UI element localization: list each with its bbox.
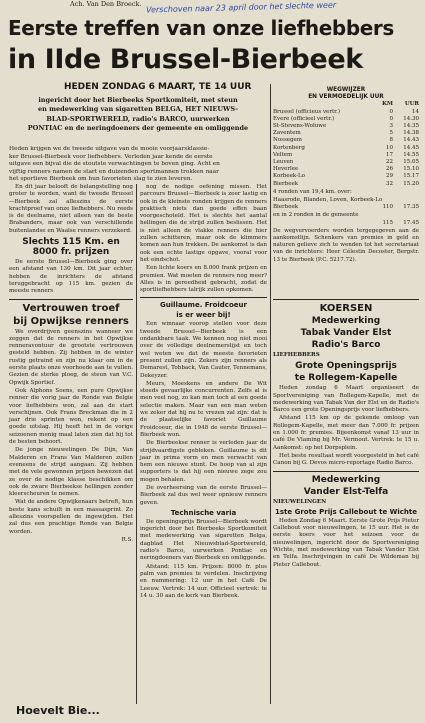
section-liefhebbers: LIEFHEBBERS: [273, 352, 320, 358]
km-value: 0: [389, 108, 393, 115]
place-name: Kortenberg: [273, 144, 305, 151]
place-name: Brussel (officieus vertr.): [273, 108, 341, 115]
km-value: 32: [386, 180, 393, 187]
paragraph: Meurs, Moeskens en andere De Wit steeds gevaarlijke concurrenten. Zelfs al is men veel nog, zo kan men toch al een goede selectie maken. Maar van een man weten we zeker dat hij nu te vrezen zal zijn: dat is de plaatselijke favoriet Guillaume Froidcoeur, die in 1948 de eerste Brussel—Bierbeek won.: [140, 380, 267, 438]
col-km: KM: [382, 101, 393, 108]
place-name: Evere (officieel vertr.): [273, 115, 335, 122]
intro-line: BLAD-SPORTWERELD, radio's BARCO, uurwerken: [46, 114, 230, 123]
lead-line: Heden krijgen we de tweede uitgave van de mooie voorjaarsklassie-: [9, 146, 210, 152]
time-value: 14.43: [403, 137, 419, 144]
km-value: 22: [386, 159, 393, 166]
subheading-opwijk: bij Opwijkse renners: [13, 315, 129, 327]
place-name: Nossegem: [273, 137, 303, 144]
paragraph: Afstand: 115 km. Prijzen: 8000 fr. plus palm van premies te verdelen. Inschrijving en nummering: 12 uur in het Café De Leeuw. Vertrek: 14 uur. Officieel vertrek: te 14 u. 30 aan de kerk van Bierbeek.: [140, 563, 267, 599]
lead-line: uitgave een bijval die de stoutste verwachtingen te boven ging. Acht en: [9, 161, 220, 168]
signature: R.S.: [121, 536, 133, 543]
section-nieuwelingen: NIEUWELINGEN: [273, 498, 327, 505]
table-row: [273, 123, 419, 130]
time-value: 14.38: [403, 130, 419, 137]
km-value: 10: [386, 144, 393, 151]
place-name: Veltem: [273, 151, 293, 158]
table-row: [273, 137, 419, 144]
intro-line: PONTIAC en de neringdoeners der gemeente en omliggende: [27, 124, 249, 133]
subheading-medewerking2: Medewerking: [311, 474, 381, 485]
table-row: [273, 181, 419, 188]
table-row: [273, 173, 419, 180]
lead-paragraph: [9, 146, 267, 184]
time-value: 14.55: [403, 151, 419, 158]
subheading-technische: Technische varia: [170, 508, 237, 517]
place-name: Korbeek-Lo: [273, 173, 305, 180]
divider: [140, 297, 267, 298]
route-table: [273, 87, 419, 264]
table-row: [273, 109, 419, 116]
handwritten-note: Verschoven naar 23 april door het slechte weer: [145, 0, 337, 15]
subheading-telfa: Vander Elst-Telfa: [303, 486, 389, 497]
column-3: [273, 296, 419, 570]
paragraph: De eerste Brussel—Bierbeek ging over een afstand van 130 km. Dit jaar echter, hebben de inrichters de afstand teruggebracht op 115 km. gezien de meeste renners: [9, 259, 133, 295]
paragraph: De jonge nieuwelingen De Dijn, Van Malderen en Frans Van Malderen zullen eveneens de strijd aangaan. Zij hebben met de vele gewonnen prijzen bewezen dat ze over de nodige klasse beschikken om ook de zware Bierbeekse hellingen zonder kleerscheuren te nemen.: [9, 447, 133, 498]
column-divider: [136, 184, 137, 704]
paragraph: De overheersing van de eerste Brussel—Bierbeek zal dus wel weer opnieuw renners geven.: [140, 484, 267, 506]
bottom-headline: Hoevelt Bie...: [16, 704, 100, 717]
column-1: [9, 184, 133, 544]
time-value: 15.05: [403, 159, 419, 166]
column-divider: [270, 84, 271, 704]
time-value: 15.20: [403, 180, 419, 187]
paragraph: Een winnaar voorop stellen voor deze tweede Brussel—Bierbeek is een ondankbare taak. We kennen nog niet mooi over de volledige deelnemerslijst en toch wel weten we dat de meeste favorieten present zullen zijn. Zekers zijn renners als Demarest, Tobback, Van Cauter, Tennemans, Dekeyzer.: [140, 321, 267, 379]
table-subtitle: EN VERMOEDELIJK UUR: [308, 94, 384, 101]
headline-line1: Eerste treffen van onze liefhebbers: [8, 16, 394, 40]
km-value: 26: [386, 166, 393, 173]
intro-block: [9, 96, 267, 134]
time-value: 14.35: [403, 123, 419, 130]
table-note: De wegvervoerders worden tergegegeven aan de aankomstlijn. Schenkers van premies in geld en naturen gelieve zich te wenden tot het secretariaat van de inrichters: Heer Célestin Decoster, Bergstr. 13 te Bierbeek (P.C. 5217.72).: [273, 227, 419, 263]
subheading-openingsprijs: Grote Openingsprijs: [295, 361, 397, 372]
subheading-rollegem: te Rollegem-Kapelle: [294, 373, 398, 384]
place-name: Heverlee: [273, 166, 299, 173]
subheading-medewerking: Medewerking: [311, 316, 381, 326]
column-2: [140, 184, 267, 601]
km-value: 3: [389, 123, 393, 130]
time-value: 14.45: [403, 144, 419, 151]
place-name: St-Stevens-Woluwe: [273, 123, 327, 130]
intro-line: en medewerking van sigaretten BELGA, HET NIEUWS-: [38, 105, 238, 114]
paragraph: Afstand 115 km op de gekende omloop van Rollegem-Kapelle, met meer dan 7.000 fr. prijzen en 1.000 fr. premies. Bijeenkomst vanaf 13 uur in café De Vlaming bij Mr. Vermout. Vertrek: te 15 u. Aankomst: op het Dorpsplein.: [273, 415, 419, 451]
table-row: [273, 152, 419, 159]
paragraph: En dit jaar belooft de belangstelling nog groter te worden, want de tweede Brussel—Bierbeek zal alleszins de eerste krachtproef van onze liefhebbers. Nu reeds is de deelname, niet alleen van de beste Brabanders, maar ook van verschillende buitenlandse en Waalse renners verzekerd.: [9, 184, 133, 234]
table-note: en in 2 ronden in de gemeente: [273, 212, 359, 219]
time-value: 14: [412, 108, 419, 115]
paragraph: Een lichte koers en 8.000 frank prijzen en premien. Wat moeten de renners nog meer? Alles is in gereedheid gebracht, zodat de sportliefhebbers talrijk zullen opkomen.: [140, 265, 267, 294]
paragraph: Heden zondag 6 Maart organiseert de Sportvereniging van Rollegem-Kapelle, met de medewerking van Tabak Van der Elst en de Radio's Barco een grote Openingsprijs voor liefhebbers.: [273, 385, 419, 414]
table-note: 4 ronden van 19,4 km. over:: [273, 188, 352, 195]
lead-line: ker Brussel-Bierbeek voor liefhebbers. Verleden jaar kende de eerste: [9, 153, 213, 160]
time-value: 15.10: [403, 166, 419, 173]
paragraph: Wat de andere Opwijkenaars betreft, hun beste kans schuilt in een massasprint. Zo alleszins voorspellen de ingewijden. Het zal dus een prachtige Ronde van Belgie worden.: [9, 499, 133, 535]
table-row: [273, 166, 419, 173]
km-value: 0: [389, 115, 393, 122]
place-name: Leuven: [273, 159, 294, 166]
table-row: [273, 116, 419, 123]
km-value: 8: [389, 137, 393, 144]
table-header: [273, 101, 419, 108]
divider: [273, 299, 419, 300]
km-value: 29: [386, 173, 393, 180]
headline-line2: in IIde Brussel-Bierbeek: [8, 44, 363, 75]
table-row: 115 17.45: [382, 219, 419, 226]
paragraph: Het beste resultaat wordt voorgesteld in het café Canon bij G. Devos micro-reportage Radio Barco.: [273, 452, 419, 467]
subheading-weer: is er weer bij!: [176, 311, 231, 320]
time-value: 14.30: [403, 115, 419, 122]
subheading-callebout: 1ste Grote Prijs Callebout te Wichte: [275, 507, 417, 516]
lead-line: vijftig renners namen de start en duizenden sportmannen trokken naar: [9, 168, 219, 175]
subheading-vertrouwen: Vertrouwen troef: [22, 302, 120, 314]
paragraph: De openingsprijs Brussel—Bierbeek wordt ingericht door het Bierbeeks Sportkomiteit met medewerking van sigaretten Belga, dagblad Het Nieuwsblad-Sportwereld, radio's Barco, uurwerken Pontiac en neringdoeners van Bierbeek en omliggende.: [140, 518, 267, 562]
date-line: HEDEN ZONDAG 6 MAART, TE 14 UUR: [64, 82, 252, 92]
table-row: [273, 145, 419, 152]
paragraph: Ook Alphons Soens, een pure Opwijkse renner die vorig jaar de Ronde van Belgie voor liefhebbers won, zal aan de start verschijnen. Ook Frans Breckman die in 2 jaar drie sprinten won, rekent op een goede uitslag. Hij heeft het in de vorige seizoenen menig maal laten zien dat hij tot de besten behoort.: [9, 387, 133, 446]
subheading-barco: Radio's Barco: [311, 340, 381, 350]
km-value: 5: [389, 130, 393, 137]
paragraph: De Bierbeekse renner is verleden jaar de strijdvaardigste gebleken. Guillaume is dit jaar in prima vorm en men verwacht van hem een nieuwe stunt. De hoop van al zijn supporters is dat hij een nieuwe zege zou mogen behalen.: [140, 440, 267, 483]
paragraph: nog de nodige oefening missen. Het parcours Brussel—Bierbeek is zeer lastig en ook in de kleinste ronden krijgen de renners praktisch niets dan goede effen baan voorgeschoteld. Het is slechts het aantal hellingen die de strijd zullen beslissen. Het is niet alleen de vlakke renners die hier zullen schitteren, maar ook de klimmers komen aan hun trekken. De aankomst is dan ook een echte lastige opgave, vooral voor het eindschot.: [140, 184, 267, 263]
time-value: 15.17: [403, 173, 419, 180]
table-note: Haasrode, Blanden, Loven, Korbeek-Lo: [273, 197, 383, 204]
paragraph: We overdrijven geenszins wanneer we zeggen dat de renners in het Opwijkse renneravontuur de grootste vertrouwen gesteld hebben. Zij hebben in de winter rustig getraind en zijn nu klaar om in de eerste plaats onze voorhoede aan te vullen. Gezien de sterke ploeg, de steun van V.C. Opwijk Sportief.: [9, 328, 133, 386]
author-line: Ach. Van Den Broeck.: [70, 0, 142, 8]
divider: [9, 299, 133, 300]
subheading-prizes: Slechts 115 Km. en 8000 fr. prijzen: [22, 237, 120, 258]
subheading-froidcoeur: Guillaume. Froidcoeur: [160, 301, 247, 310]
table-body: [273, 109, 419, 188]
lead-line: het sportieve Bierbeek om hun favorieten slag te zien leveren.: [9, 176, 193, 183]
intro-line: ingericht door het Bierbeeks Sportkomiteit, met steun: [38, 96, 238, 104]
table-row: [273, 159, 419, 166]
table-row: Bierbeek 110 17.35: [273, 204, 419, 211]
table-title: WEGWIJZER: [326, 87, 366, 93]
col-uur: UUR: [404, 101, 419, 108]
paragraph: Heden Zondag 6 Maart. Eerste Grote Prijs Pieter Callebout voor nieuwelingen, te 15 uur. Het is de eerste koers voor het seizoen voor de nieuwelingen, ingericht door de Sportvereniging Wichte, met medewerking van Tabak Vander Elst en Telfa. Inschrijvingen in café De Wildeman bij Pieter Callebout.: [273, 517, 419, 568]
subheading-tabak: Tabak Vander Elst: [300, 328, 392, 338]
place-name: Bierbeek: [273, 180, 299, 187]
divider: [273, 471, 419, 472]
section-koersen: KOERSEN: [319, 303, 373, 314]
table-row: [273, 130, 419, 137]
place-name: Zaventem: [273, 130, 301, 137]
km-value: 17: [386, 151, 393, 158]
